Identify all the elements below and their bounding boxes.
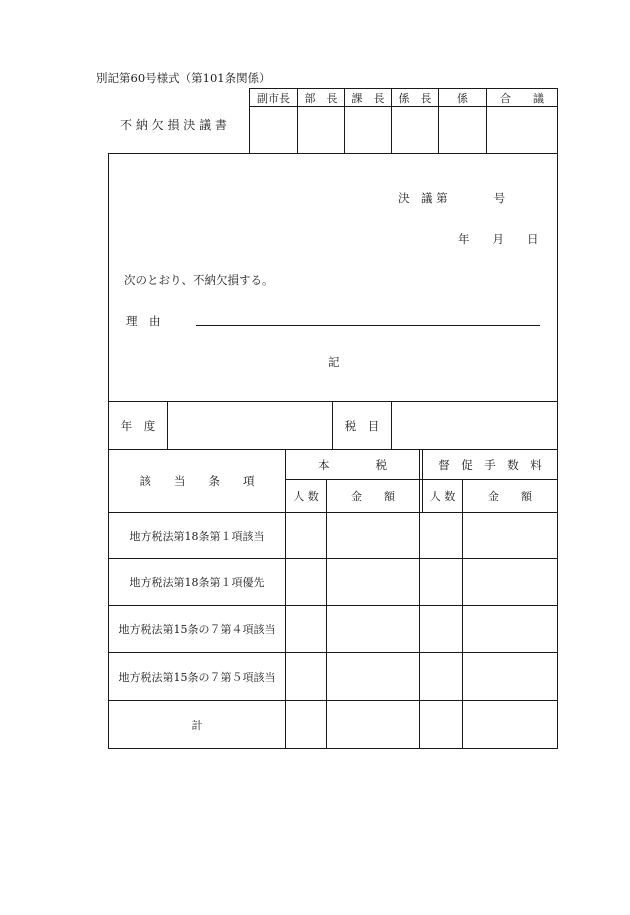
principal-amount-header: 金 額 [351,490,395,503]
reason-label: 理 由 [126,314,161,328]
entry-cell[interactable] [286,559,326,605]
approval-col-consultation: 合 議 [500,91,544,105]
seal-cell-dept-head[interactable] [298,107,344,153]
tax-item-value-cell[interactable] [392,402,557,449]
total-label: 計 [191,718,203,732]
entry-cell[interactable] [463,606,557,652]
tax-item-label: 税 目 [344,418,380,433]
fee-amount-header: 金 額 [488,490,532,503]
total-entry-cell[interactable] [463,701,557,748]
entry-cell[interactable] [423,653,462,700]
decision-date-label: 年 月 日 [458,232,539,246]
entry-cell[interactable] [327,653,419,700]
notation-ki: 記 [328,355,340,369]
entry-cell[interactable] [463,513,557,558]
seal-cell-staff[interactable] [439,107,486,153]
fee-header: 督 促 手 数 料 [438,457,542,472]
principal-people-header: 人 数 [293,490,319,503]
entry-cell[interactable] [327,559,419,605]
approval-col-chief: 係 長 [398,91,432,105]
entry-cell[interactable] [286,653,326,700]
entry-cell[interactable] [286,606,326,652]
seal-cell-consultation[interactable] [487,107,557,153]
entry-cell[interactable] [423,513,462,558]
clause-header: 該 当 条 項 [139,474,255,488]
entry-cell[interactable] [286,513,326,558]
fee-people-header: 人 数 [429,490,456,503]
entry-cell[interactable] [327,513,419,558]
entry-cell[interactable] [327,606,419,652]
seal-cell-section-head[interactable] [345,107,391,153]
document-title: 不 納 欠 損 決 議 書 [120,118,227,132]
total-entry-cell[interactable] [423,701,462,748]
table-row-label: 地方税法第18条第１項優先 [129,576,265,589]
table-row-label: 地方税法第15条の７第４項該当 [118,623,276,636]
entry-cell[interactable] [423,559,462,605]
table-row-label: 地方税法第18条第１項該当 [129,529,265,543]
total-entry-cell[interactable] [286,701,326,748]
decision-statement: 次のとおり、不納欠損する。 [124,273,274,287]
approval-col-section-head: 課 長 [351,91,385,105]
year-value-cell[interactable] [168,402,332,449]
entry-cell[interactable] [463,559,557,605]
approval-col-dept-head: 部 長 [304,91,338,105]
entry-cell[interactable] [423,606,462,652]
form-number: 別記第60号様式（第101条関係） [96,71,271,85]
table-row-label: 地方税法第15条の７第５項該当 [118,670,276,684]
decision-number-label: 決 議 第 号 [398,191,506,205]
principal-tax-header: 本 税 [318,457,387,472]
seal-cell-chief[interactable] [392,107,438,153]
approval-col-staff: 係 [457,91,468,105]
entry-cell[interactable] [463,653,557,700]
seal-cell-vice-mayor[interactable] [250,107,297,153]
total-entry-cell[interactable] [327,701,419,748]
reason-line[interactable] [196,325,540,326]
year-label: 年 度 [120,418,156,433]
approval-col-vice-mayor: 副市長 [257,91,290,105]
